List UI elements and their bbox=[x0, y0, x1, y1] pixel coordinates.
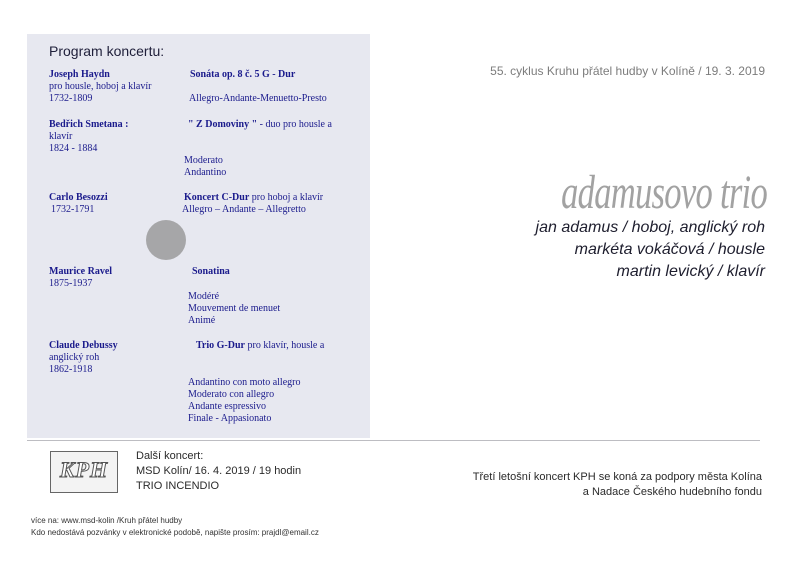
kph-logo bbox=[50, 451, 118, 493]
composer-dates: 1875-1937 bbox=[49, 278, 93, 289]
movement: Modéré bbox=[188, 291, 220, 302]
composer-name: Carlo Besozzi bbox=[49, 192, 108, 203]
performer-line: jan adamus / hoboj, anglický roh bbox=[535, 219, 765, 236]
footer-email-note: Kdo nedostává pozvánky v elektronické podobě, napište prosím: prajdl@email.cz bbox=[31, 528, 319, 537]
footer-website: více na: www.msd-kolin /Kruh přátel hudby bbox=[31, 516, 183, 525]
support-note: a Nadace Českého hudebního fondu bbox=[582, 486, 762, 498]
performer-line: markéta vokáčová / housle bbox=[574, 241, 765, 258]
movement: Moderato con allegro bbox=[188, 389, 275, 400]
composer-name: Claude Debussy bbox=[49, 340, 118, 351]
movement: Allegro-Andante-Menuetto-Presto bbox=[189, 93, 327, 104]
work-title-bold: Trio G-Dur bbox=[196, 340, 245, 351]
composer-name: Maurice Ravel bbox=[49, 266, 113, 277]
composer-name: Bedřich Smetana : bbox=[49, 119, 129, 130]
work-title-bold: " Z Domoviny " bbox=[188, 119, 258, 130]
program-panel bbox=[27, 34, 370, 438]
work-title-bold: Koncert C-Dur bbox=[184, 192, 250, 203]
work-title: Sonatina bbox=[192, 266, 230, 277]
composer-dates: 1732-1791 bbox=[51, 204, 95, 215]
composer-dates: 1732-1809 bbox=[49, 93, 93, 104]
work-title bbox=[196, 340, 324, 352]
composer-detail: klavír bbox=[49, 131, 73, 142]
composer-detail: pro housle, hoboj a klavír bbox=[49, 81, 152, 92]
movement: Allegro – Andante – Allegretto bbox=[182, 204, 306, 215]
next-concert-name: TRIO INCENDIO bbox=[136, 480, 220, 492]
movement: Animé bbox=[188, 315, 216, 326]
composer-dates: 1862-1918 bbox=[49, 364, 93, 375]
work-title: Sonáta op. 8 č. 5 G - Dur bbox=[190, 69, 296, 80]
work-title-rest: pro klavír, housle a bbox=[244, 340, 325, 351]
concert-cycle-date: 55. cyklus Kruhu přátel hudby v Kolíně / 19. 3. 2019 bbox=[490, 64, 765, 78]
movement: Finale - Appasionato bbox=[188, 413, 272, 424]
divider bbox=[27, 440, 760, 441]
program-title: Program koncertu: bbox=[49, 43, 165, 59]
work-title-rest: pro hoboj a klavír bbox=[249, 192, 324, 203]
composer-name: Joseph Haydn bbox=[49, 69, 110, 80]
ensemble-name: adamusovo trio bbox=[561, 166, 767, 219]
next-concert-label: Další koncert: bbox=[136, 450, 204, 462]
movement: Mouvement de menuet bbox=[188, 303, 281, 314]
movement: Andantino con moto allegro bbox=[188, 377, 301, 388]
grey-circle-decoration bbox=[146, 220, 186, 260]
performer-line: martin levický / klavír bbox=[616, 263, 765, 280]
work-title bbox=[188, 119, 332, 131]
support-note: Třetí letošní koncert KPH se koná za podpory města Kolína bbox=[472, 471, 762, 483]
movement: Moderato bbox=[184, 155, 223, 166]
composer-dates: 1824 - 1884 bbox=[49, 143, 98, 154]
kph-logo-text: KPH bbox=[59, 457, 109, 482]
work-title bbox=[184, 192, 323, 204]
movement: Andantino bbox=[184, 167, 227, 178]
composer-detail: anglický roh bbox=[49, 352, 100, 363]
work-title-rest: - duo pro housle a bbox=[257, 119, 332, 130]
movement: Andante espressivo bbox=[188, 401, 267, 412]
next-concert-venue-date: MSD Kolín/ 16. 4. 2019 / 19 hodin bbox=[136, 465, 302, 477]
